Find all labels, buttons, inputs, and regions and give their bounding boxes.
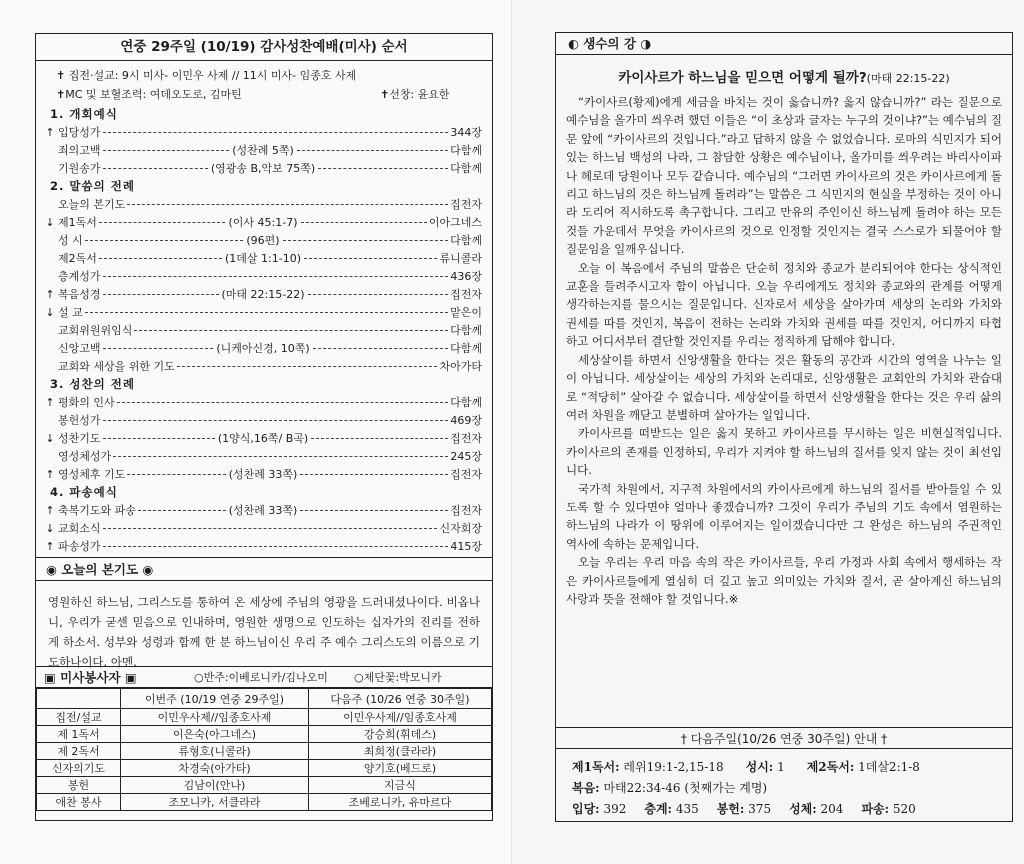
collect-text: 영원하신 하느님, 그리스도를 통하여 온 세상에 주님의 영광을 드러내셨나이다. 비옵나니, 우리가 굳센 믿음으로 인내하며, 영원한 생명으로 인도하는 십자가의 진리를 전하게 하소서. 성부와 성령과 함께 한 분 하느님이신 우리 주 예수 그리스도의 이름으로 기도하나이다. 아멘. [48,595,480,669]
liturgy-item-assignee: 집전자 [450,504,482,517]
next-week-value: 레위19:1-2,15-18 [623,760,724,774]
servers-name-cell: 양기호(베드로) [309,760,492,777]
servers-name-cell: 차경숙(아가타) [121,760,309,777]
servers-role-cell: 봉헌 [37,777,121,794]
liturgy-item [44,340,482,357]
next-week-label: 제2독서: [806,760,855,774]
next-week-label: 제1독서: [572,760,620,774]
leader-dash [85,240,244,241]
liturgy-item-reference: (1데살 1:1-10) [225,252,301,265]
liturgy-item-assignee: 다함께 [450,324,482,337]
liturgy-item-name: 교회위원위임식 [58,324,133,337]
gospel-label: 복음: [572,781,600,795]
liturgy-item-assignee: 맡은이 [450,306,482,319]
liturgy-item-name: 영성체성가 [58,450,112,463]
next-week-item [746,760,785,774]
servers-title: ▣ 미사봉사자 ▣ [44,670,137,685]
right-page [512,0,1024,864]
liturgy-item [44,538,482,555]
servers-role-cell: 애찬 봉사 [37,794,121,811]
liturgy-item-assignee: 245장 [450,450,482,463]
liturgy-item-name: 성 시 [58,234,83,247]
servers-row [37,709,492,726]
liturgy-item [44,520,482,537]
servers-role-cell: 제 1독서 [37,726,121,743]
leader-dash [308,294,449,295]
next-week-label: 성시: [745,760,774,774]
leader-dash [103,546,449,547]
arrow-icon: ↑ [45,540,55,553]
servers-header-row [37,689,492,709]
liturgy-item-name: 평화의 인사 [58,396,115,409]
arrow-icon: ↓ [45,216,55,229]
meditation-paragraph: 국가적 차원에서, 지구적 차원에서의 카이사르에게 하느님의 질서를 받아들일 수 있도록 할 수 있다면야 얼마나 좋겠습니까? 그것이 우리가 주님의 기도 속에서 염원하는 하느님의 나라가 이 땅위에 이루어지는 일이겠습니다만 그 완성은 하느님의 주권적인 역사에 속하는 문제입니다. [566,481,1002,551]
next-week-item [789,802,843,816]
liturgy-item [44,250,482,267]
liturgy-item [44,286,482,303]
leader-dash [313,348,448,349]
leader-dash [103,528,438,529]
meditation-paragraph: “카이사르(황제)에게 세금을 바치는 것이 옳습니까? 옳지 않습니까?” 라는 질문으로 예수님을 올가미 씌우려 했던 이들은 “이 초상과 글자는 누구의 것이냐?”는 예수님의 질문 앞에 “카이사르의 것입니다.”라고 답하지 않을 수 없었습니다. 로마의 식민지가 되어있는 하느님 백성의 나라, 그 참담한 상황은 예수님이나, 올가미를 씌우려는 바리사이파나 헤로데 당원이나 모두 같습니다. 예수님의 “그러면 카이사르의 것은 카이사르에게 돌리고 하느님의 것은 하느님께 돌려라”는 말씀은 그 식민지의 현실을 부정하는 것이 아니라 도리어 직시하도록 촉구합니다. 그리고 만유의 주인이신 하느님께 돌려야 하는 모든 것들 가운데서 무엇을 카이사르의 것으로 인정할 것인지는 결국 스스로가 되물어야 할 질문임을 일깨우십니다. [566,95,1002,257]
servers-row [37,760,492,777]
next-week-value: 392 [603,802,627,816]
liturgy-item-assignee: 469장 [450,414,482,427]
arrow-icon: ↑ [45,468,55,481]
servers-table [36,688,492,811]
leader-dash [138,510,226,511]
liturgy-item [44,124,482,141]
officiant-line: ✝ 집전·설교: 9시 미사- 이민우 사제 // 11시 미사- 임종호 사제 [56,69,357,82]
section-dismissal: 4. 파송예식 [50,485,118,499]
next-week-value: 1데살2:1-8 [858,760,920,774]
next-week-value: 204 [820,802,844,816]
cantor-line: ✝선창: 윤요한 [380,88,450,101]
leader-dash [99,258,222,259]
liturgy-item-assignee: 다함께 [450,234,482,247]
liturgy-item-assignee: 344장 [450,126,482,139]
servers-row [37,743,492,760]
liturgy-item-name: 교회소식 [58,522,101,535]
leader-dash [127,204,448,205]
liturgy-item-assignee: 집전자 [450,198,482,211]
leader-dash [103,294,219,295]
servers-role-cell: 제 2독서 [37,743,121,760]
leader-dash [134,330,448,331]
leader-dash [103,348,214,349]
liturgy-item [44,466,482,483]
leader-dash [318,168,448,169]
servers-header [36,666,492,688]
next-readings-line [572,758,942,775]
liturgy-item-name: 오늘의 본기도 [58,198,126,211]
servers-name-cell: 조베로니카, 유마르다 [309,794,492,811]
arrow-icon: ↑ [45,126,55,139]
arrow-icon: ↑ [45,288,55,301]
liturgy-item-assignee: 신자회장 [439,522,482,535]
servers-name-cell: 이민우사제//임종호사제 [309,709,492,726]
leader-dash [297,150,448,151]
leader-dash [300,474,448,475]
next-week-item [572,802,626,816]
liturgy-item [44,394,482,411]
servers-name-cell: 이민우사제//임종호사제 [121,709,309,726]
leader-dash [304,258,437,259]
liturgy-item-assignee: 차아가타 [439,360,482,373]
liturgy-item-reference: (96편) [246,234,280,247]
leader-dash [300,510,448,511]
liturgy-item-name: 제1독서 [58,216,97,229]
liturgy-item [44,430,482,447]
meditation-title [556,66,1012,86]
leader-dash [103,150,230,151]
next-week-item [644,802,698,816]
collect-heading: ◉ 오늘의 본기도 ◉ [36,557,492,581]
servers-name-cell: 이번주 (10/19 연중 29주일) [121,689,309,709]
liturgy-item [44,268,482,285]
order-of-service-box [35,33,493,821]
servers-name-cell: 류형호(니콜라) [121,743,309,760]
liturgy-item-name: 영성체후 기도 [58,468,126,481]
meditation-paragraph: 세상살이를 하면서 신앙생활을 한다는 것은 활동의 공간과 시간의 영역을 나누는 일이 아닙니다. 세상살이는 세상의 가치와 논리대로, 신앙생활은 교회안의 가치와 관습대로 “적당히” 살아갈 수 없습니다. 세상살이를 하면서 신앙생활을 한다는 것은 우리 삶의 여러 차원을 깨닫고 분별하며 살아가는 일입니다. [566,352,1002,422]
gospel-value: 마태22:34-46 (첫째가는 계명) [603,781,768,795]
servers-name-cell: 다음주 (10/26 연중 30주일) [309,689,492,709]
next-week-item [572,760,724,774]
next-week-item [861,802,915,816]
leader-dash [103,132,449,133]
liturgy-item-name: 입당성가 [58,126,101,139]
liturgy-item-name: 신앙고백 [58,342,101,355]
liturgy-item [44,322,482,339]
liturgy-item-reference: (성찬례 5쪽) [232,144,294,157]
liturgy-item-name: 기원송가 [58,162,101,175]
liturgy-item [44,214,482,231]
leader-dash [99,222,226,223]
liturgy-item-reference: (영광송 B,악보 75쪽) [210,162,316,175]
next-week-label: 입당: [572,802,600,816]
liturgy-item [44,160,482,177]
leader-dash [103,276,449,277]
meditation-paragraph: 오늘 우리는 우리 마음 속의 작은 카이사르들, 우리 가정과 사회 속에서 행세하는 작은 카이사르들에게 열심히 더 깊고 높고 의미있는 가치와 질서, 곧 살아계신 하느님의 사랑과 뜻을 전해야 할 것입니다.※ [566,555,1002,606]
accompanist-note: ○반주:이베로니카/김나오미 [194,671,328,684]
servers-row [37,726,492,743]
liturgy-item [44,358,482,375]
meditation-heading: ◐ 생수의 강 ◑ [556,33,1012,55]
mc-line: ✝MC 및 보혈조력: 여데오도로, 김마틴 [56,88,242,101]
leader-dash [283,240,449,241]
liturgy-item-name: 교회와 세상을 위한 기도 [58,360,175,373]
liturgy-item-reference: (이사 45:1-7) [228,216,298,229]
liturgy-item [44,304,482,321]
next-week-label: 층계: [644,802,672,816]
liturgy-item-reference: (성찬례 33쪽) [228,468,298,481]
leader-dash [127,474,225,475]
liturgy-item-name: 축복기도와 파송 [58,504,136,517]
altar-flower-note: ○제단꽃:박모니카 [354,671,442,684]
liturgy-item [44,502,482,519]
liturgy-item [44,196,482,213]
servers-name-cell: 이은숙(아그네스) [121,726,309,743]
liturgy-item-assignee: 류니콜라 [439,252,482,265]
liturgy-item-name: 성찬기도 [58,432,101,445]
next-week-item [807,760,920,774]
servers-name-cell: 김남이(안나) [121,777,309,794]
leader-dash [301,222,427,223]
liturgy-item-reference: (니케아신경, 10쪽) [216,342,310,355]
next-week-heading: † 다음주일(10/26 연중 30주일) 안내 † [556,727,1012,749]
arrow-icon: ↓ [45,306,55,319]
liturgy-item [44,412,482,429]
liturgy-item [44,142,482,159]
section-eucharist: 3. 성찬의 전례 [50,377,135,391]
meditation-paragraph: 카이사르를 떠받드는 일은 옳지 못하고 카이사르를 무시하는 일은 비현실적입니다. 카이사르의 존재를 인정하되, 우리가 지켜야 할 하느님의 질서를 잊지 않는 것이 최선입니다. [566,426,1002,478]
order-title: 연중 29주일 (10/19) 감사성찬예배(미사) 순서 [36,34,492,61]
liturgy-item-reference: (마태 22:15-22) [221,288,305,301]
servers-role-cell: 집전/설교 [37,709,121,726]
leader-dash [177,366,438,367]
leader-dash [311,438,448,439]
servers-row [37,777,492,794]
liturgy-item-name: 봉헌성가 [58,414,101,427]
leader-dash [85,312,448,313]
liturgy-item-name: 복음성경 [58,288,101,301]
liturgy-item-assignee: 집전자 [450,468,482,481]
next-week-item [717,802,771,816]
next-week-value: 520 [892,802,916,816]
liturgy-item-name: 파송성가 [58,540,101,553]
liturgy-item-name: 설 교 [58,306,83,319]
next-week-label: 성체: [789,802,817,816]
liturgy-item-assignee: 다함께 [450,396,482,409]
servers-role-cell: 신자의기도 [37,760,121,777]
liturgy-item-assignee: 집전자 [450,432,482,445]
servers-name-cell: 지금식 [309,777,492,794]
arrow-icon: ↓ [45,522,55,535]
next-week-label: 파송: [861,802,890,816]
meditation-paragraph: 오늘 이 복음에서 주님의 말씀은 단순히 정치와 종교가 분리되어야 한다는 상식적인 교훈을 들려주시고자 함이 아닙니다. 오늘 우리에게도 정치와 종교와의 관계를 어떻게 생각하는지를 물으시는 질문입니다. 신자로서 세상을 살아가며 세상의 논리와 가치와 권세를 따를 것인지, 복음이 전하는 논리와 가치와 권세를 따를 것인지, 어디까지 타협하고 어디서부터 결단할 것인지를 우리는 정직하게 답해야 합니다. [566,260,1002,349]
next-week-value: 375 [748,802,772,816]
servers-name-cell: 최희정(클라라) [309,743,492,760]
arrow-icon: ↑ [45,504,55,517]
arrow-icon: ↓ [45,432,55,445]
liturgy-item-reference: (1양식,16쪽/ B곡) [217,432,309,445]
section-opening: 1. 개회예식 [50,107,118,121]
arrow-icon: ↑ [45,396,55,409]
next-week-value: 1 [777,760,785,774]
servers-role-cell [37,689,121,709]
leader-dash [113,456,448,457]
liturgy-item-assignee: 집전자 [450,288,482,301]
next-week-label: 봉헌: [716,802,745,816]
liturgy-item-assignee: 436장 [450,270,482,283]
liturgy-item-assignee: 다함께 [450,342,482,355]
servers-row [37,794,492,811]
section-word: 2. 말씀의 전례 [50,179,135,193]
meditation-title-ref: (마태 22:15-22) [866,72,950,85]
meditation-box [555,32,1013,822]
liturgy-item-assignee: 415장 [450,540,482,553]
liturgy-item [44,448,482,465]
liturgy-item-assignee: 이아그네스 [428,216,482,229]
next-week-value: 435 [675,802,699,816]
liturgy-item-name: 층계성가 [58,270,101,283]
leader-dash [117,402,448,403]
liturgy-item-reference: (성찬례 33쪽) [228,504,298,517]
servers-name-cell: 조모니카, 서클라라 [121,794,309,811]
next-hymns-line [572,800,934,817]
servers-name-cell: 강승희(휘데스) [309,726,492,743]
liturgy-item-name: 죄의고백 [58,144,101,157]
liturgy-item-assignee: 다함께 [450,144,482,157]
liturgy-item [44,232,482,249]
leader-dash [103,168,208,169]
liturgy-item-assignee: 다함께 [450,162,482,175]
meditation-body [566,93,1002,608]
next-gospel-line [572,779,767,796]
leader-dash [103,420,449,421]
meditation-title-text: 카이사르가 하느님을 믿으면 어떻게 될까? [618,70,867,86]
liturgy-item-name: 제2독서 [58,252,97,265]
leader-dash [103,438,215,439]
